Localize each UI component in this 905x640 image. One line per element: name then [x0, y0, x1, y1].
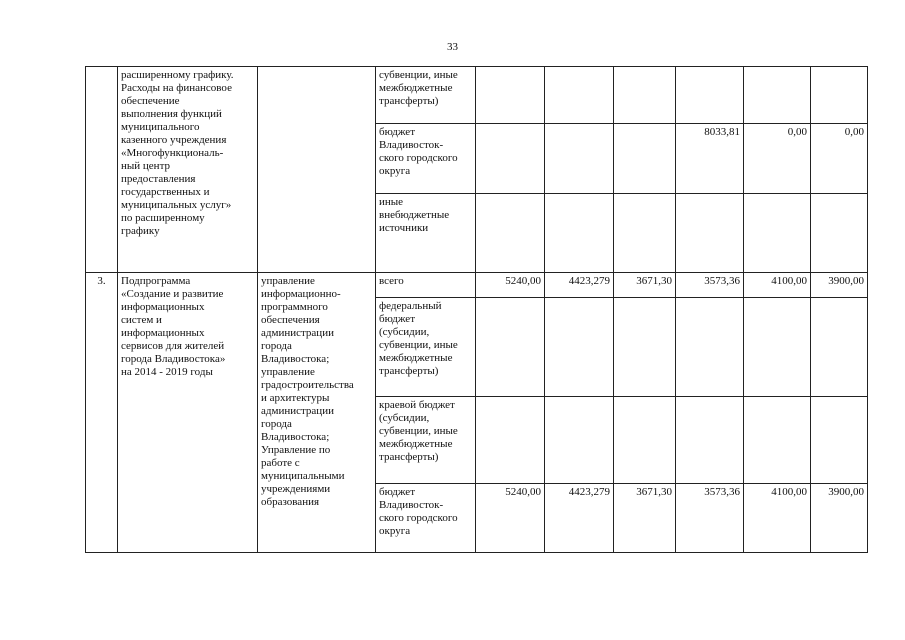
- table-row: [86, 67, 868, 124]
- value-cell: [811, 67, 868, 124]
- row-number-cell: [86, 67, 118, 273]
- value-cell: 0,00: [811, 124, 868, 194]
- value-cell: [614, 397, 676, 484]
- executor-cell: [258, 67, 376, 273]
- value-cell: [676, 67, 744, 124]
- value-cell: 3573,36: [676, 484, 744, 553]
- value-cell: 3573,36: [676, 273, 744, 298]
- table-row: [86, 273, 868, 298]
- value-cell: [811, 397, 868, 484]
- value-cell: [545, 298, 614, 397]
- value-cell: 0,00: [744, 124, 811, 194]
- value-cell: [476, 298, 545, 397]
- value-cell: [614, 194, 676, 273]
- value-cell: 3900,00: [811, 484, 868, 553]
- value-cell: 5240,00: [476, 273, 545, 298]
- value-cell: [476, 194, 545, 273]
- value-cell: 4423,279: [545, 273, 614, 298]
- funding-source-cell: всего: [376, 273, 476, 298]
- value-cell: [476, 124, 545, 194]
- value-cell: 3900,00: [811, 273, 868, 298]
- value-cell: [744, 194, 811, 273]
- value-cell: [614, 67, 676, 124]
- event-description-cell: Подпрограмма «Создание и развитие информационных систем и информационных сервисов для жителей города Владивостока» на 2014 - 2019 годы: [118, 273, 258, 553]
- value-cell: [744, 397, 811, 484]
- value-cell: 3671,30: [614, 273, 676, 298]
- value-cell: [545, 397, 614, 484]
- value-cell: [545, 194, 614, 273]
- value-cell: 4100,00: [744, 484, 811, 553]
- value-cell: [676, 194, 744, 273]
- page-number: 33: [447, 41, 458, 53]
- funding-source-cell: иные внебюджетные источники: [376, 194, 476, 273]
- funding-source-cell: федеральный бюджет (субсидии, субвенции, иные межбюджетные трансферты): [376, 298, 476, 397]
- value-cell: [811, 298, 868, 397]
- budget-table: [85, 66, 868, 553]
- value-cell: 8033,81: [676, 124, 744, 194]
- value-cell: [744, 298, 811, 397]
- event-description-cell: расширенному графику. Расходы на финансовое обеспечение выполнения функций муниципального казенного учреждения «Многофункциональ- ный центр предоставления государственных и муниципальных услуг» по расширенному графику: [118, 67, 258, 273]
- value-cell: [614, 298, 676, 397]
- value-cell: 3671,30: [614, 484, 676, 553]
- value-cell: [545, 67, 614, 124]
- value-cell: 4100,00: [744, 273, 811, 298]
- executor-cell: управление информационно- программного обеспечения администрации города Владивостока; управление градостроительства и архитектуры администрации города Владивостока; Управление по работе с муниципальными учреждениями образования: [258, 273, 376, 553]
- value-cell: [476, 67, 545, 124]
- table-body: [86, 67, 868, 553]
- funding-source-cell: субвенции, иные межбюджетные трансферты): [376, 67, 476, 124]
- value-cell: [545, 124, 614, 194]
- value-cell: 5240,00: [476, 484, 545, 553]
- funding-source-cell: бюджет Владивосток- ского городского округа: [376, 124, 476, 194]
- funding-source-cell: бюджет Владивосток- ского городского округа: [376, 484, 476, 553]
- row-number-cell: 3.: [86, 273, 118, 553]
- value-cell: 4423,279: [545, 484, 614, 553]
- value-cell: [744, 67, 811, 124]
- value-cell: [614, 124, 676, 194]
- value-cell: [676, 397, 744, 484]
- value-cell: [676, 298, 744, 397]
- value-cell: [811, 194, 868, 273]
- value-cell: [476, 397, 545, 484]
- funding-source-cell: краевой бюджет (субсидии, субвенции, иные межбюджетные трансферты): [376, 397, 476, 484]
